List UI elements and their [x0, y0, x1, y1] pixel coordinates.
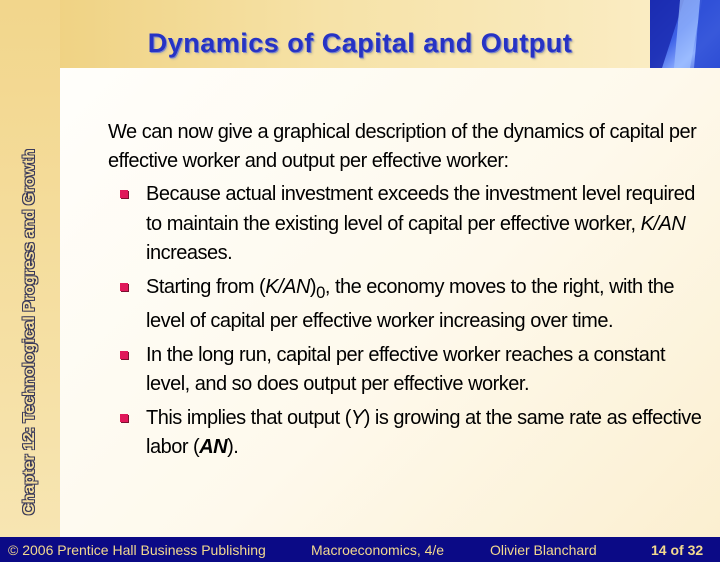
bullet-text: This implies that output (	[146, 406, 351, 429]
slide-body	[108, 118, 708, 467]
bullet-item	[108, 180, 708, 269]
bullet-text: )	[309, 275, 317, 298]
footer-author: Olivier Blanchard	[490, 542, 597, 558]
bullet-emphasis: K/AN	[265, 275, 310, 298]
bullet-text: ).	[227, 436, 239, 458]
bullet-square-icon	[120, 414, 128, 422]
bullet-square-icon	[120, 283, 128, 291]
bullet-subscript: 0	[316, 282, 325, 302]
bullet-item	[108, 341, 708, 400]
bullet-text: Starting from (	[146, 275, 266, 298]
bullet-emphasis: AN	[199, 436, 228, 458]
slide-title: Dynamics of Capital and Output	[147, 28, 573, 58]
bullet-square-icon	[120, 351, 128, 359]
footer-copyright: © 2006 Prentice Hall Business Publishing	[8, 542, 266, 558]
bullet-emphasis: K/AN	[640, 212, 686, 235]
bullet-square-icon	[120, 190, 128, 198]
chapter-label: Chapter 12: Technological Progress and Growth	[21, 149, 38, 515]
intro-text: We can now give a graphical description of the dynamics of capital per effective worker and output per effective worker:	[108, 121, 697, 172]
footer-bar	[0, 537, 720, 562]
page-number: 14 of 32	[651, 542, 704, 558]
footer-book-title: Macroeconomics, 4/e	[311, 542, 445, 558]
bullet-text: increases.	[146, 242, 233, 264]
bullet-list	[108, 180, 708, 463]
bullet-text: In the long run, capital per effective worker reaches a constant level, and so does output per effective worker.	[146, 343, 666, 395]
bullet-text: , the economy moves to the right, with the level of capital per effective worker increasing over time.	[146, 275, 675, 332]
bullet-emphasis: Y	[350, 406, 364, 429]
bullet-text: ) is growing at the same rate as effective labor (	[146, 406, 702, 458]
bullet-item	[108, 273, 708, 337]
bullet-item	[108, 404, 708, 463]
bullet-text: Because actual investment exceeds the investment level required to maintain the existing level of capital per effective worker,	[146, 183, 695, 235]
